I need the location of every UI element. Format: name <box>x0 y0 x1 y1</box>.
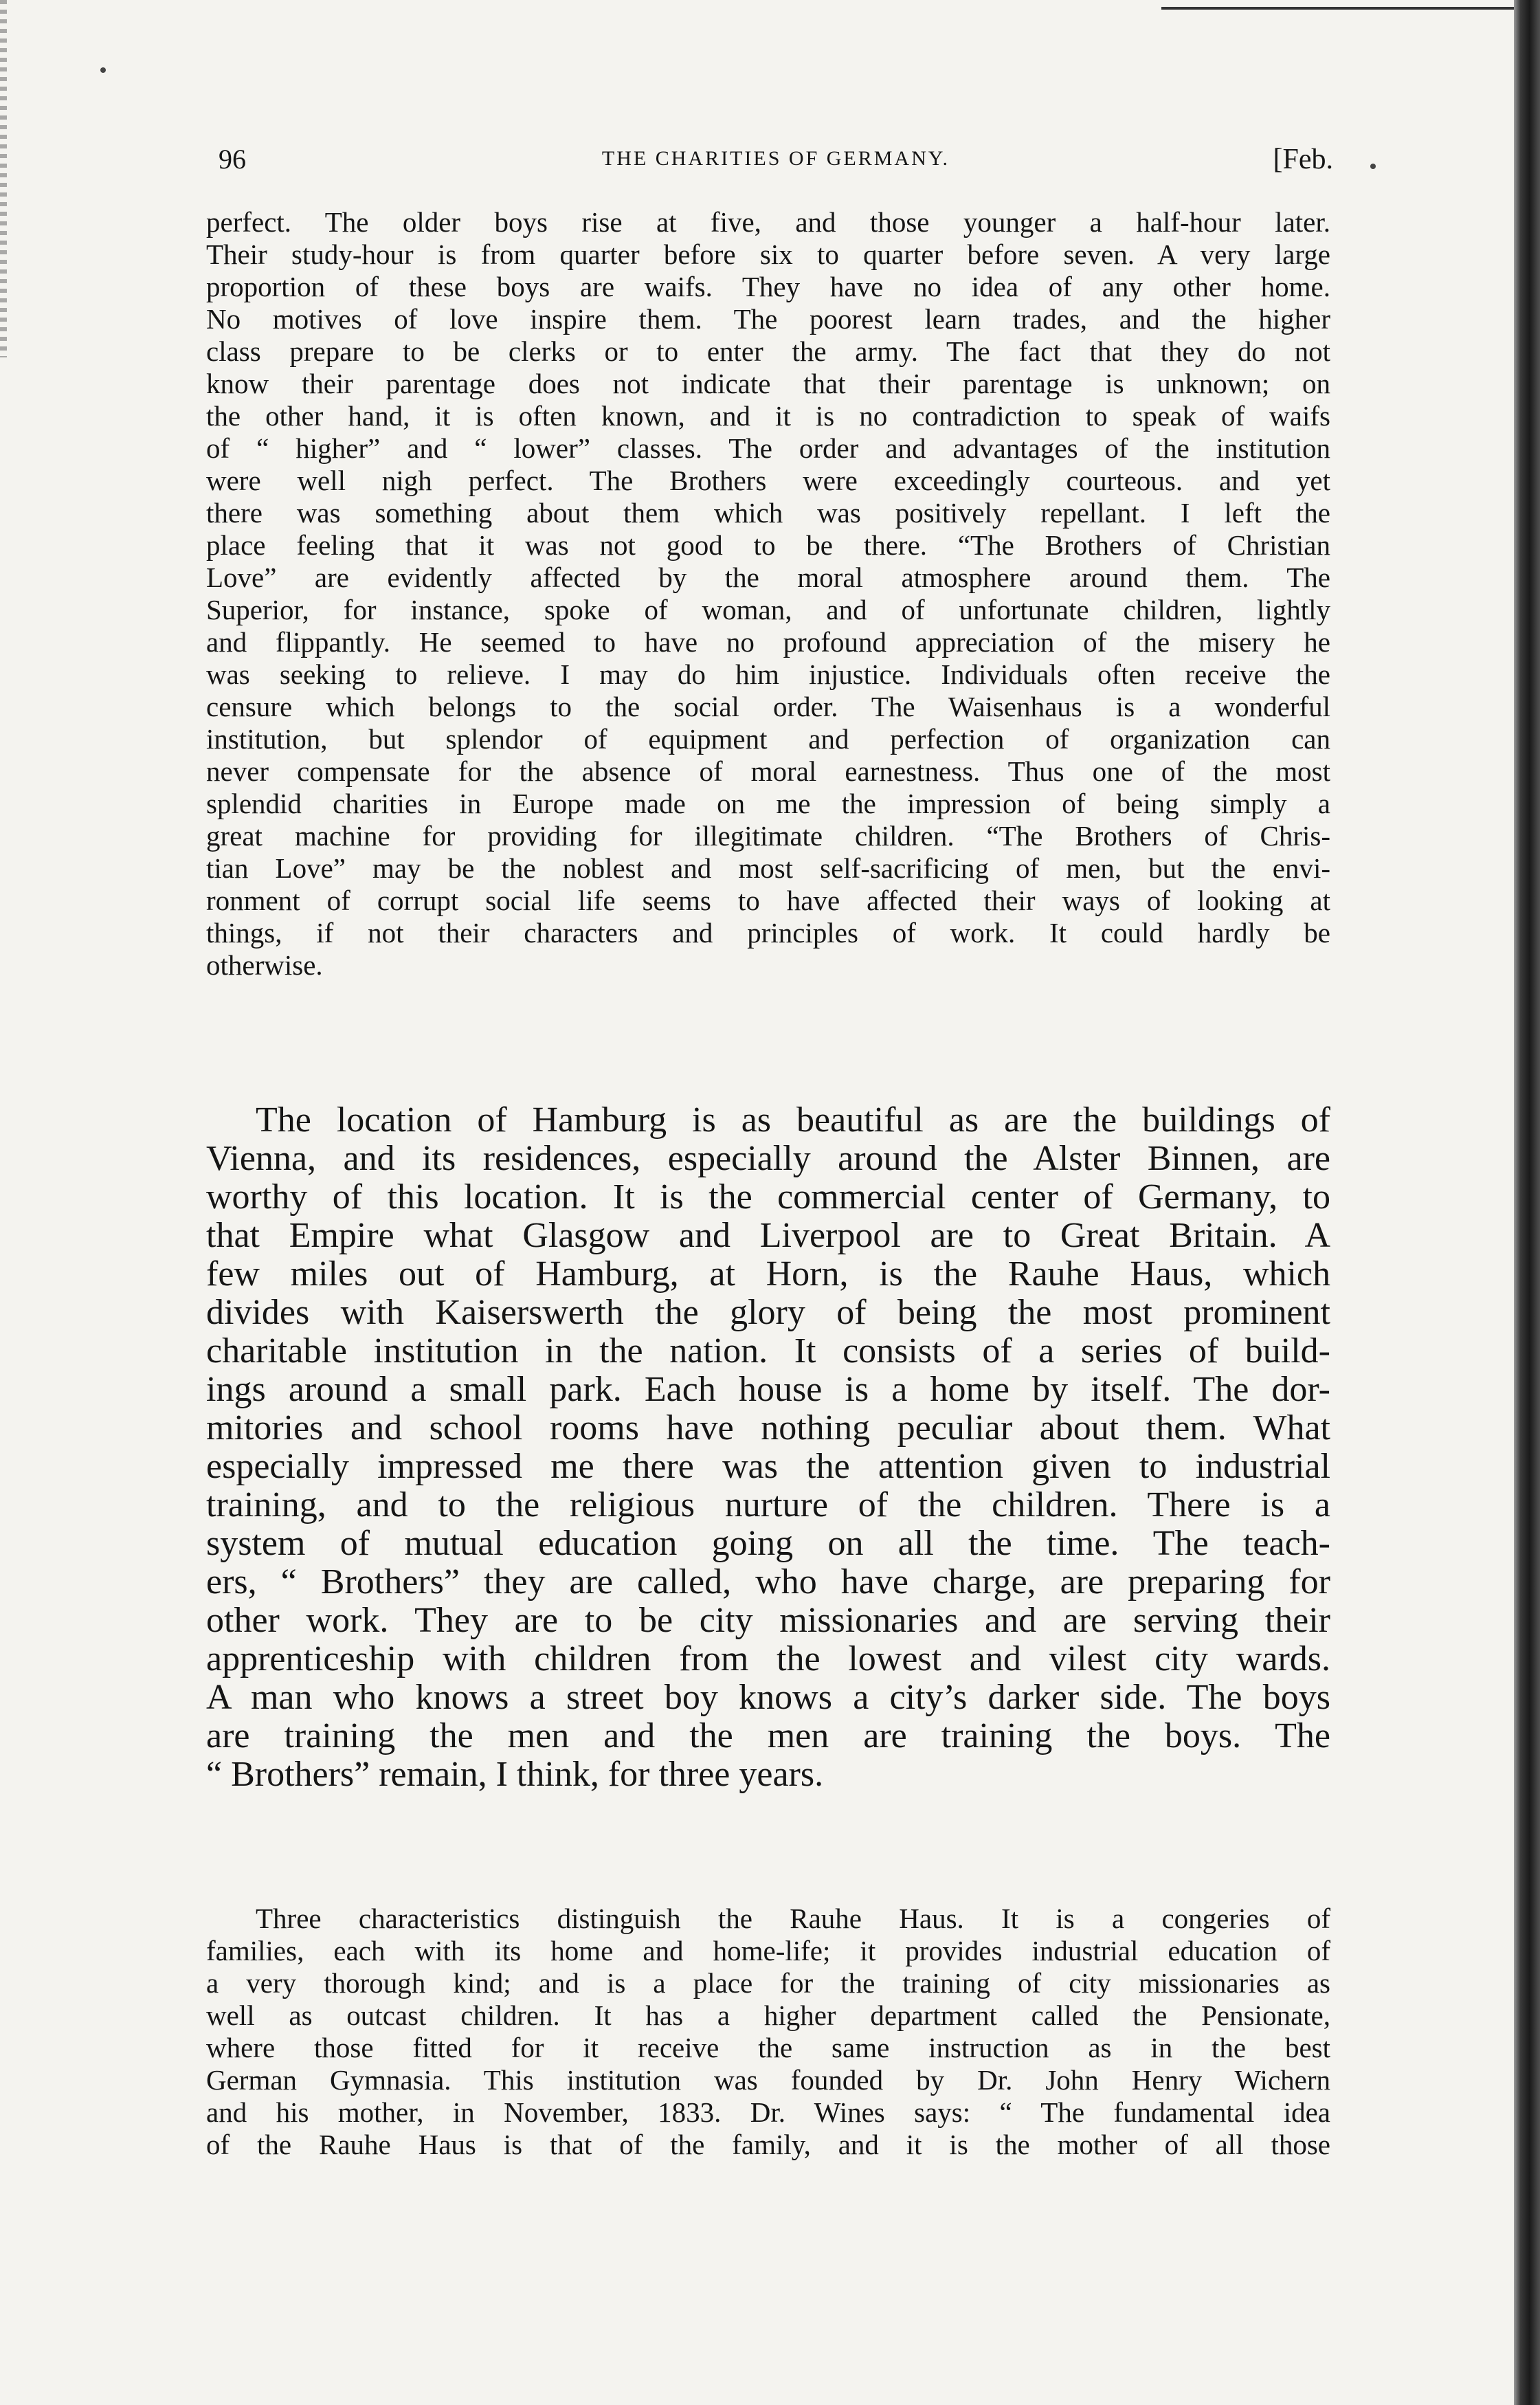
text-line: of “ higher” and “ lower” classes. The order and advantages of the institution <box>206 432 1330 464</box>
text-line: divides with Kaiserswerth the glory of being the most prominent <box>206 1293 1330 1332</box>
text-line: institution, but splendor of equipment and perfection of organization can <box>206 723 1330 755</box>
text-line: German Gymnasia. This institution was founded by Dr. John Henry Wichern <box>206 2064 1330 2096</box>
text-line: otherwise. <box>206 949 323 981</box>
page-number: 96 <box>219 144 246 175</box>
running-title: THE CHARITIES OF GERMANY. <box>601 147 950 170</box>
scan-speck <box>100 67 106 73</box>
paragraph-waisenhaus <box>206 206 1330 982</box>
text-line: No motives of love inspire them. The poorest learn trades, and the higher <box>206 303 1330 335</box>
text-line: know their parentage does not indicate that their parentage is unknown; on <box>206 368 1330 399</box>
text-line: were well nigh perfect. The Brothers were exceedingly courteous. and yet <box>206 465 1330 496</box>
text-line: mitories and school rooms have nothing peculiar about them. What <box>206 1408 1330 1448</box>
text-line: Vienna, and its residences, especially around the Alster Binnen, are <box>206 1139 1330 1178</box>
text-line: of the Rauhe Haus is that of the family, and it is the mother of all those <box>206 2129 1330 2160</box>
scan-speck <box>1370 164 1376 169</box>
text-line: class prepare to be clerks or to enter the army. The fact that they do not <box>206 335 1330 367</box>
text-line: well as outcast children. It has a higher department called the Pensionate, <box>206 1999 1330 2031</box>
paragraph-three-characteristics <box>206 1903 1330 2161</box>
text-line: The location of Hamburg is as beautiful as are the buildings of <box>256 1100 1330 1140</box>
text-line: tian Love” may be the noblest and most self-sacrificing of men, but the envi- <box>206 852 1330 884</box>
text-line: never compensate for the absence of moral earnestness. Thus one of the most <box>206 755 1330 787</box>
text-line: apprenticeship with children from the lowest and vilest city wards. <box>206 1639 1330 1678</box>
scan-border-rule <box>1161 7 1540 10</box>
text-line: a very thorough kind; and is a place for the training of city missionaries as <box>206 1967 1330 1999</box>
text-line: Superior, for instance, spoke of woman, and of unfortunate children, lightly <box>206 594 1330 625</box>
scan-right-edge <box>1514 0 1540 2405</box>
text-line: censure which belongs to the social order. The Waisenhaus is a wonderful <box>206 691 1330 722</box>
text-line: ers, “ Brothers” they are called, who have charge, are preparing for <box>206 1562 1330 1602</box>
text-line: are training the men and the men are training the boys. The <box>206 1716 1330 1755</box>
text-line: ings around a small park. Each house is a home by itself. The dor- <box>206 1370 1330 1409</box>
text-line: “ Brothers” remain, I think, for three years. <box>206 1755 824 1794</box>
text-line: charitable institution in the nation. It consists of a series of build- <box>206 1331 1330 1371</box>
text-line: Love” are evidently affected by the moral atmosphere around them. The <box>206 562 1330 593</box>
text-line: splendid charities in Europe made on me the impression of being simply a <box>206 788 1330 819</box>
text-line: ronment of corrupt social life seems to have affected their ways of looking at <box>206 885 1330 916</box>
text-line: families, each with its home and home-life; it provides industrial education of <box>206 1935 1330 1966</box>
text-line: other work. They are to be city missionaries and are serving their <box>206 1601 1330 1640</box>
text-line: things, if not their characters and principles of work. It could hardly be <box>206 917 1330 949</box>
text-line: place feeling that it was not good to be there. “The Brothers of Christian <box>206 529 1330 561</box>
scan-left-edge <box>0 0 7 357</box>
text-line: that Empire what Glasgow and Liverpool are to Great Britain. A <box>206 1216 1330 1255</box>
text-line: was seeking to relieve. I may do him injustice. Individuals often receive the <box>206 658 1330 690</box>
text-line: especially impressed me there was the attention given to industrial <box>206 1447 1330 1486</box>
text-line: Three characteristics distinguish the Rauhe Haus. It is a congeries of <box>256 1903 1330 1934</box>
text-line: the other hand, it is often known, and it is no contradiction to speak of waifs <box>206 400 1330 432</box>
text-line: proportion of these boys are waifs. They have no idea of any other home. <box>206 271 1330 302</box>
text-line: system of mutual education going on all the time. The teach- <box>206 1524 1330 1563</box>
text-line: great machine for providing for illegitimate children. “The Brothers of Chris- <box>206 820 1330 852</box>
running-month: [Feb. <box>1273 144 1333 175</box>
text-line: A man who knows a street boy knows a city’s darker side. The boys <box>206 1678 1330 1717</box>
text-line: there was something about them which was positively repellant. I left the <box>206 497 1330 529</box>
text-line: worthy of this location. It is the commercial center of Germany, to <box>206 1177 1330 1217</box>
page-header <box>219 143 1333 184</box>
text-line: and flippantly. He seemed to have no profound appreciation of the misery he <box>206 626 1330 658</box>
paragraph-hamburg-rauhe-haus <box>206 1101 1330 1794</box>
text-line: and his mother, in November, 1833. Dr. Wines says: “ The fundamental idea <box>206 2096 1330 2128</box>
text-line: Their study-hour is from quarter before six to quarter before seven. A very large <box>206 239 1330 270</box>
text-line: training, and to the religious nurture of the children. There is a <box>206 1485 1330 1525</box>
text-line: where those fitted for it receive the same instruction as in the best <box>206 2032 1330 2063</box>
text-line: perfect. The older boys rise at five, and those younger a half-hour later. <box>206 206 1330 238</box>
text-line: few miles out of Hamburg, at Horn, is the Rauhe Haus, which <box>206 1254 1330 1294</box>
